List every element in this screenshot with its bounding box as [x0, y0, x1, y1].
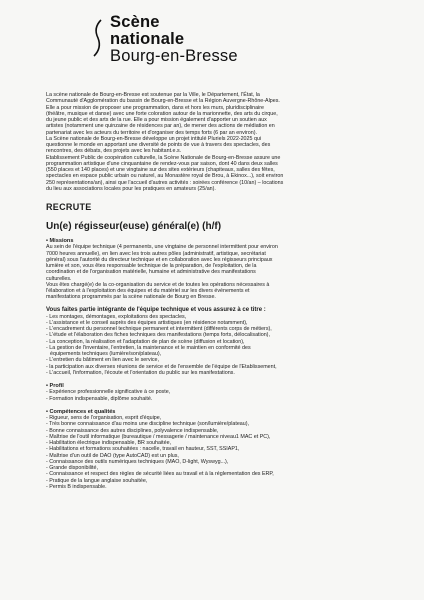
list-item: - L'entretien du bâtiment en lien avec le service,: [46, 357, 160, 364]
list-item: - Pratique de la langue anglaise souhaitée,: [46, 477, 148, 484]
missions-line: 7000 heures annuelle), en lien avec les trois autres pôles (administratif, artistique, secrétariat: [46, 250, 266, 257]
list-item: - Maîtrise de l'outil informatique (bureautique / messagerie / maintenance niveau1 MAC et PC),: [46, 433, 271, 440]
intro-line: (théâtre, musique et danse) avec une forte coloration autour de la marionnette, des arts du cirque,: [46, 110, 278, 117]
missions-heading: • Missions: [46, 238, 74, 244]
competences-list: [46, 415, 390, 490]
spacer: [46, 402, 390, 409]
competences-heading: • Compétences et qualités: [46, 408, 116, 415]
missions-line: Au sein de l'équipe technique (4 permanents, une vingtaine de personnel intermittent pour environ: [46, 244, 278, 251]
logo-text: [110, 14, 238, 65]
intro-line: spectacles en espace public urbain ou naturel, au Monastère royal de Brou, à Ekinox...), soit environ: [46, 173, 284, 180]
list-item: - Formation indispensable, diplôme souhaité.: [46, 395, 153, 402]
tasks-list: [46, 314, 390, 377]
profil-section: [46, 383, 390, 402]
spacer: [46, 376, 390, 383]
list-item: - L'étude et l'élaboration des fiches techniques des manifestations (temps forts, délocalisation),: [46, 332, 270, 339]
list-item: - Rigueur, sens de l'organisation, esprit d'équipe,: [46, 415, 162, 422]
intro-line: partenariat avec les acteurs du territoire et d'organiser des temps forts (6 par an environ).: [46, 129, 258, 136]
competences-section: [46, 409, 390, 490]
recrute-heading: RECRUTE: [46, 202, 92, 212]
list-item: - L'encadrement du personnel technique permanent et intermittent (différents corps de métiers),: [46, 326, 272, 333]
missions-line: l'élaboration et à l'exploitation des équipes et du matériel sur les divers événements et: [46, 288, 250, 295]
tasks-section: [46, 307, 390, 377]
list-item: - Très bonne connaissance d'au moins une discipline technique (son/lumière/plateau),: [46, 421, 250, 428]
tasks-heading: Vous faites partie intégrante de l'équipe technique et vous assurez à ce titre :: [46, 306, 266, 313]
intro-line: questionne le monde en apportant une diversité de points de vue à travers des spectacles, des: [46, 142, 271, 148]
intro-line: du jeune public et des arts de la rue. Elle a pour mission également d'apporter un soutien aux: [46, 117, 267, 123]
list-item: - Maîtrise d'un outil de DAO (type AutoCAD) est un plus,: [46, 452, 179, 459]
list-item: - Bonne connaissance des autres disciplines, polyvalence indispensable,: [46, 427, 219, 434]
list-item: - Les montages, démontages, exploitations des spectacles,: [46, 313, 187, 320]
missions-line: général) sous l'autorité du directeur technique et en collaboration avec les régisseurs principaux: [46, 256, 273, 263]
intro-line: Communauté d'Agglomération du bassin de Bourg-en-Bresse et la Région Auvergne-Rhône-Alpes.: [46, 98, 280, 105]
intro-line: 250 représentations/an), ainsi que l'accueil d'autres activités : soirées conférence (10/an) – locations: [46, 179, 284, 186]
list-item: - Grande disponibilité,: [46, 465, 98, 472]
job-title: Un(e) régisseur(euse) général(e) (h/f): [46, 221, 222, 232]
list-item: - Habilitations et formations souhaitées : nacelle, travail en hauteur, SST, SSIAP1,: [46, 446, 240, 453]
list-item: - Connaissance et respect des règles de sécurité liées au travail et à la réglementation des ERP,: [46, 471, 274, 478]
intro-line: Elle a pour mission de proposer une programmation, dans et hors les murs, pluridisciplinaire: [46, 104, 265, 111]
logo-mark-icon: [92, 18, 103, 58]
intro-line: La Scène nationale de Bourg-en-Bresse développe un projet intitulé Pluriels 2022-2025 qui: [46, 135, 262, 142]
list-item: - la participation aux diverses réunions de service et de l'ensemble de l'équipe de l'Etablissement,: [46, 363, 277, 370]
list-item: - Habilitation électrique indispensable, BR souhaitée,: [46, 440, 172, 447]
list-item: - L'accueil, l'information, l'écoute et l'orientation du public sur les manifestations.: [46, 369, 235, 376]
list-item: - Permis B indispensable.: [46, 483, 107, 490]
list-item: équipements techniques (lumière/son/plateau),: [50, 351, 162, 358]
intro-line: programmation artistique d'une cinquantaine de rendez-vous par saison, dont 40 dans deux salles: [46, 160, 278, 167]
missions-line: coordination et de l'organisation matérielle, humaine et administrative des manifestations: [46, 269, 256, 276]
missions-section: [46, 238, 390, 301]
missions-line: Vous êtes chargé(e) de la co-organisation du service et de toutes les opérations nécessaires à: [46, 281, 270, 288]
intro-line: La scène nationale de Bourg-en-Bresse est soutenue par la Ville, le Département, l'État, la: [46, 92, 260, 98]
profil-heading: • Profil: [46, 383, 64, 390]
list-item: - La conception, la réalisation et l'adaptation de plan de scène (diffusion et location),: [46, 338, 245, 345]
logo-line-2: nationale: [110, 30, 185, 48]
intro-paragraph: [46, 92, 390, 192]
intro-line: (550 places et 140 places) et une vingtaine sur des sites extérieurs (chapiteaux, salles des fêtes,: [46, 167, 275, 173]
list-item: - L'assistance et le conseil auprès des équipes artistiques (en résidence notamment),: [46, 319, 248, 326]
missions-line: manifestations programmés par la scène nationale de Bourg en Bresse.: [46, 294, 216, 301]
logo-line-3: Bourg-en-Bresse: [110, 47, 238, 65]
missions-line: culturelles.: [46, 275, 72, 282]
logo-line-1: Scène: [110, 13, 160, 31]
intro-line: rencontres, des débats, des projets avec les habitant.e.s.: [46, 148, 182, 155]
intro-line: Etablissement Public de coopération culturelle, la Scène Nationale de Bourg-en-Bresse assure une: [46, 154, 281, 161]
intro-line: du lieu aux associations locales pour les pratiques en amateurs (25/an).: [46, 185, 216, 192]
profil-list: [46, 389, 390, 402]
intro-line: artistes (notamment une quinzaine de résidences par an), de mener des actions de médiation en: [46, 123, 275, 130]
list-item: - Expérience professionnelle significative à ce poste,: [46, 389, 171, 396]
document-body: [46, 92, 390, 490]
missions-line: lumière et son, vous êtes responsable technique de la préparation, de l'exploitation, de la: [46, 263, 257, 270]
list-item: - Connaissance des outils numériques techniques (MAO, D-light, Wyswyg...),: [46, 458, 229, 465]
list-item: - La gestion de l'inventaire, l'entretien, la maintenance et le maintien en conformité des: [46, 344, 251, 351]
